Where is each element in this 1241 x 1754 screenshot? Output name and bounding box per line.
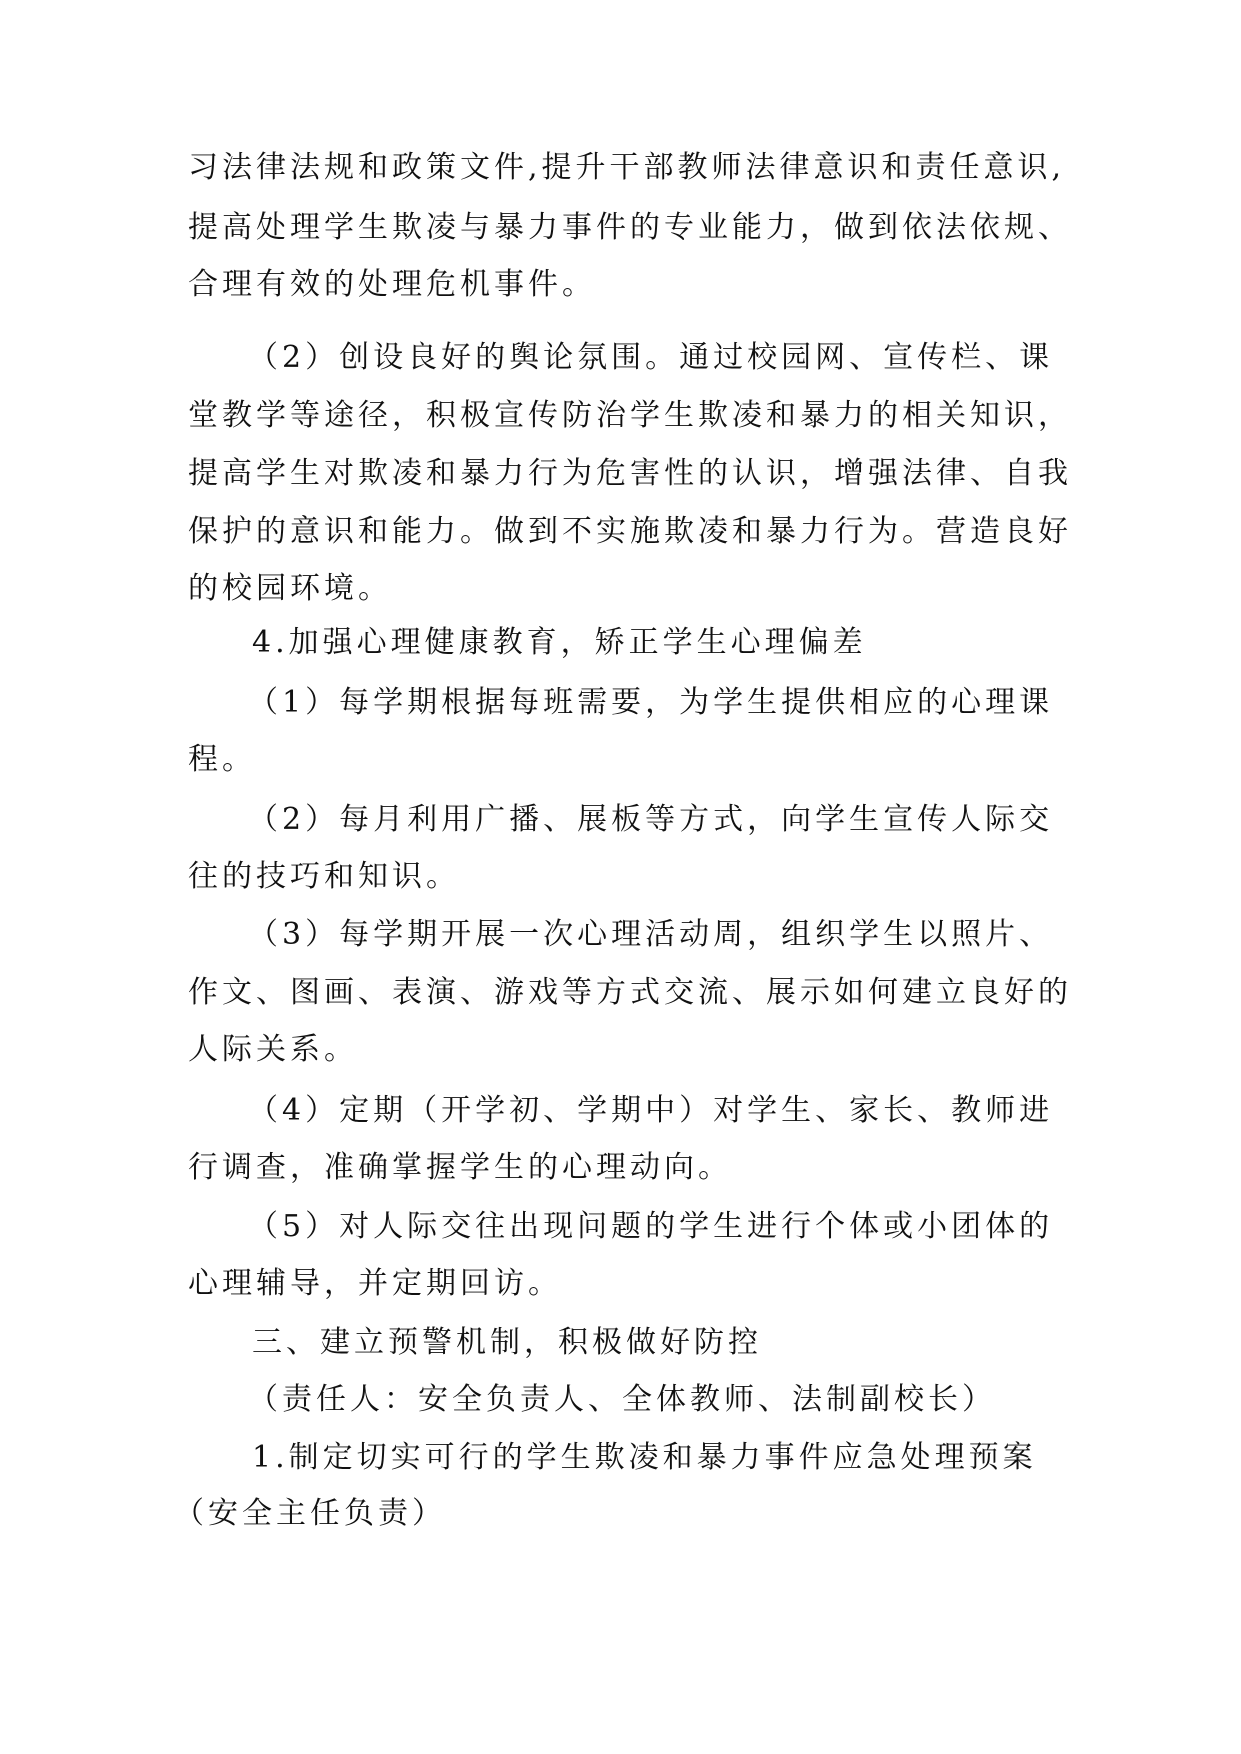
text-line: （2）每月利用广播、展板等方式，向学生宣传人际交 (248, 802, 1054, 837)
text-line: 往的技巧和知识。 (188, 859, 460, 894)
text-line: 保护的意识和能力。做到不实施欺凌和暴力行为。营造良好 (188, 514, 1072, 549)
subsection-heading: 1.制定切实可行的学生欺凌和暴力事件应急处理预案 (252, 1440, 1037, 1475)
text-line: 作文、图画、表演、游戏等方式交流、展示如何建立良好的 (188, 975, 1072, 1010)
text-line: 提高处理学生欺凌与暴力事件的专业能力，做到依法依规、 (188, 210, 1072, 245)
text-line: 习法律法规和政策文件,提升干部教师法律意识和责任意识, (188, 150, 1066, 185)
text-line: （4）定期（开学初、学期中）对学生、家长、教师进 (248, 1093, 1054, 1128)
text-line: 提高学生对欺凌和暴力行为危害性的认识，增强法律、自我 (188, 456, 1072, 491)
text-line: 的校园环境。 (188, 571, 392, 606)
responsible-person-note: （责任人：安全负责人、全体教师、法制副校长） (248, 1382, 996, 1417)
text-line: 堂教学等途径，积极宣传防治学生欺凌和暴力的相关知识， (188, 398, 1072, 433)
text-line: （2）创设良好的舆论氛围。通过校园网、宣传栏、课 (248, 340, 1054, 375)
text-line: （1）每学期根据每班需要，为学生提供相应的心理课 (248, 685, 1054, 720)
text-line: 心理辅导，并定期回访。 (188, 1266, 562, 1301)
section-heading: 三、建立预警机制，积极做好防控 (252, 1325, 762, 1360)
text-line: 人际关系。 (188, 1032, 358, 1067)
text-line: 行调查，准确掌握学生的心理动向。 (188, 1150, 732, 1185)
section-heading: 4.加强心理健康教育，矫正学生心理偏差 (252, 625, 867, 660)
text-line: 合理有效的处理危机事件。 (188, 267, 596, 302)
text-line: 程。 (188, 742, 256, 777)
text-line: （3）每学期开展一次心理活动周，组织学生以照片、 (248, 917, 1054, 952)
text-line: （安全主任负责） (174, 1496, 446, 1531)
text-line: （5）对人际交往出现问题的学生进行个体或小团体的 (248, 1209, 1054, 1244)
